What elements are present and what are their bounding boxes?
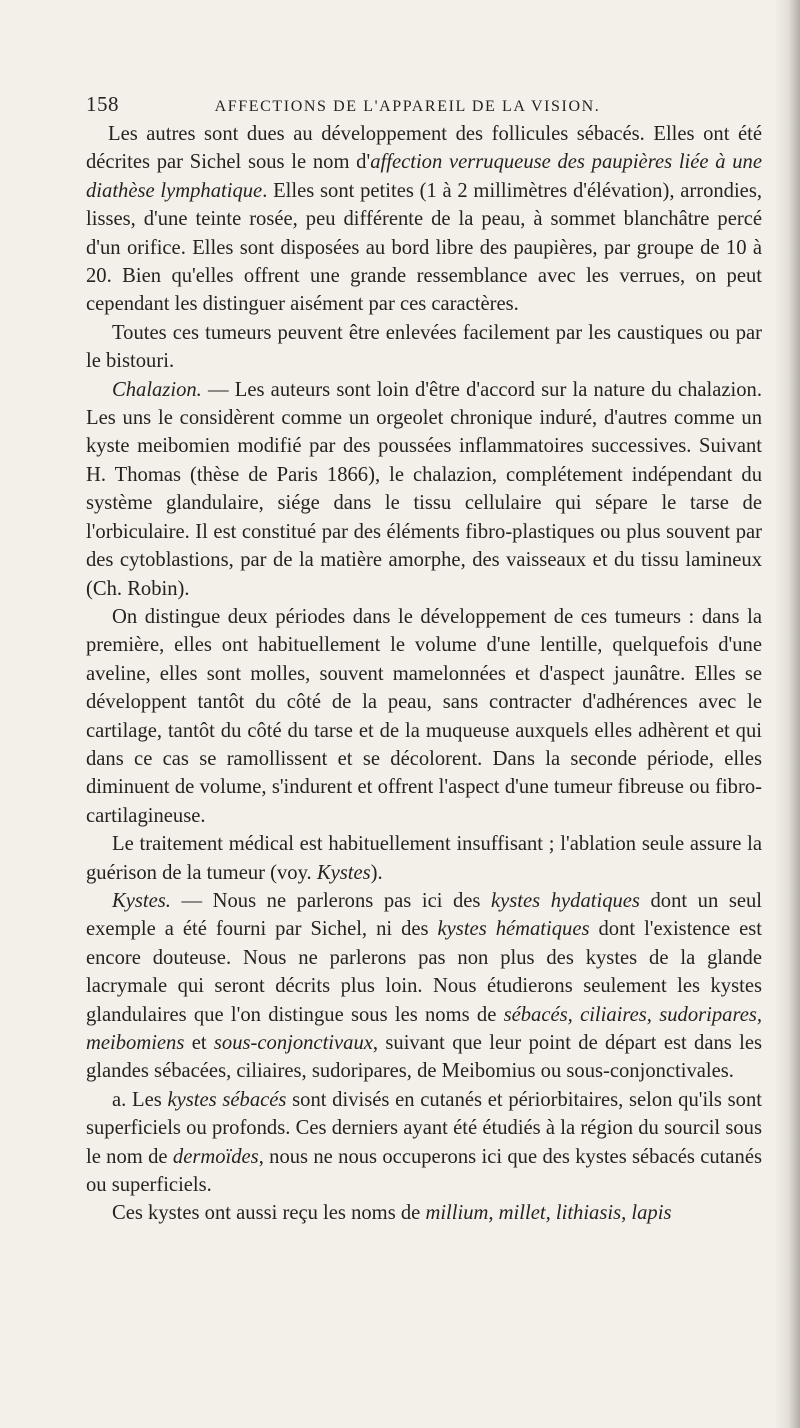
text-run: . Elles sont petites (1 à 2 millimètres d'élévation), arrondies, lisses, d'une teinte rosée, peu différente de la peau, à sommet blanchâtre percé d'un orifice. Elles sont disposées au bord libre des paupières, par groupe de 10 à 20. Bien qu'elles offrent une grande ressemblance avec les verrues, on peut cependant les distinguer aisément par ces caractères.: [86, 179, 762, 316]
text-run: et: [184, 1032, 214, 1054]
italic-text: kystes hématiques: [437, 918, 590, 941]
text-run: sont divisés en cutanés et périorbitaires, selon qu'ils sont superficiels ou profonds. Ces derniers ayant été étudiés à la région du sourcil sous le nom de: [86, 1088, 762, 1168]
text-run: Toutes ces tumeurs peuvent être enlevées facilement par les caustiques ou par le bistouri.: [86, 321, 762, 373]
paragraph-p2: [86, 319, 762, 376]
text-run: Ces kystes ont aussi reçu les noms de: [112, 1202, 426, 1225]
paragraph-p4: [86, 603, 762, 830]
text-run: Le traitement médical est habituellement insuffisant ; l'ablation seule assure la guérison de la tumeur (voy.: [86, 833, 762, 884]
body-text: [86, 120, 762, 1228]
paragraph-p8: [86, 1199, 762, 1227]
italic-text: millium, millet, lithiasis, lapis: [425, 1202, 672, 1225]
text-run: ).: [370, 861, 383, 884]
text-run: — Nous ne parlerons pas ici des: [170, 889, 491, 912]
text-run: , nous ne nous occuperons ici que des kystes sébacés cutanés ou superficiels.: [86, 1145, 762, 1197]
text-run: , suivant que leur point de départ est dans les glandes sébacées, ciliaires, sudoripares, de Meibomius ou sous-conjonctivales.: [86, 1032, 762, 1083]
paragraph-p7: [86, 1086, 762, 1200]
italic-text: sous-conjonctivaux: [213, 1032, 373, 1054]
italic-text: Kystes.: [112, 889, 171, 912]
text-run: a. Les: [112, 1088, 168, 1111]
running-title: AFFECTIONS DE L'APPAREIL DE LA VISION.: [214, 98, 601, 115]
paragraph-p6: [86, 887, 762, 1086]
page-header: [86, 92, 756, 117]
text-run: dont l'existence est encore douteuse. Nous ne parlerons pas non plus des kystes de la glande lacrymale qui seront décrits plus loin. Nous étudierons seulement les kystes glandulaires que l'on distingue sous les noms de: [86, 918, 762, 1026]
text-run: Les autres sont dues au développement des follicules sébacés. Elles ont été décrites par Sichel sous le nom d': [86, 123, 762, 174]
italic-text: dermoïdes: [172, 1145, 259, 1168]
text-run: — Les auteurs sont loin d'être d'accord sur la nature du chalazion. Les uns le considèrent comme un orgeolet chronique induré, d'autres comme un kyste meibomien modifié par des poussées inflammatoires successives. Suivant H. Thomas (thèse de Paris 1866), le chalazion, complétement indépendant du système glandulaire, siége dans le tissu cellulaire qui sépare le tarse de l'orbiculaire. Il est constitué par des éléments fibro-plastiques ou plus souvent par des cytoblastions, par de la matière amorphe, des vaisseaux et du tissu lamineux (Ch. Robin).: [86, 378, 762, 600]
page-edge-shadow: [774, 0, 800, 1428]
paragraph-p3: [86, 376, 762, 603]
italic-text: Chalazion.: [112, 378, 202, 401]
italic-text: sébacés, ciliaires, sudoripares, meibomiens: [86, 1003, 762, 1054]
paragraph-p5: [86, 830, 762, 887]
text-run: dont un seul exemple a été fourni par Sichel, ni des: [86, 889, 763, 941]
paragraph-p1: [86, 120, 762, 319]
italic-text: kystes hydatiques: [491, 889, 640, 912]
italic-text: Kystes: [316, 861, 371, 884]
italic-text: affection verruqueuse des paupières liée à une diathèse lymphatique: [86, 151, 762, 202]
text-run: On distingue deux périodes dans le développement de ces tumeurs : dans la première, elles ont habituellement le volume d'une lentille, quelquefois d'une aveline, elles sont molles, souvent mamelonnées et d'aspect jaunâtre. Elles se développent tantôt du côté de la peau, sans contracter d'adhérences avec le cartilage, tantôt du côté du tarse et de la muqueuse auxquels elles adhèrent et qui dans ce cas se ramollissent et se décolorent. Dans la seconde période, elles diminuent de volume, s'indurent et offrent l'aspect d'une tumeur fibreuse ou fibro-cartilagineuse.: [86, 605, 762, 827]
italic-text: kystes sébacés: [167, 1088, 287, 1111]
page-number: 158: [86, 92, 119, 116]
